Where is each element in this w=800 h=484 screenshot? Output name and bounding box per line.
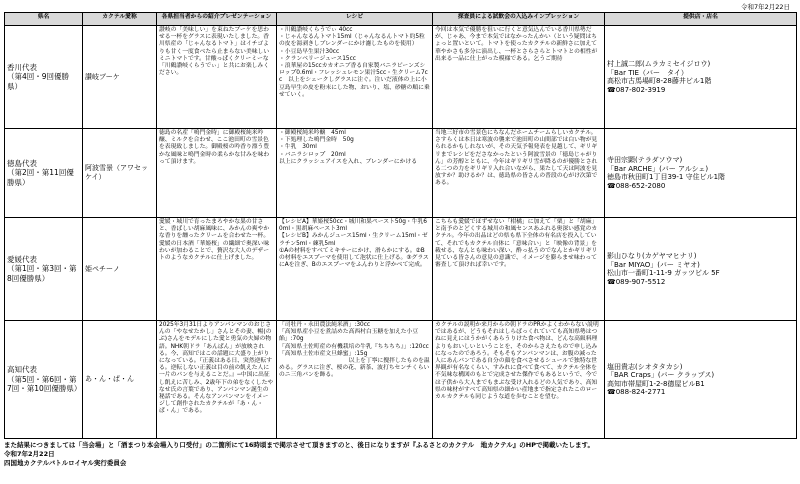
presentation-cell: 徳島の名産「鳴門金時」に御殿桜純米吟醸、ミルクを合わせ、ここ池田町の雪景色を表現致しました。御殿桜の吟香り漂う豊かな風味と鳴門金時の柔らかな甘みを味わって頂けます。 bbox=[157, 129, 277, 218]
header-cocktail: カクテル愛称 bbox=[83, 13, 157, 26]
region-cell: 徳島代表 （第2回・第11回優勝県） bbox=[5, 129, 83, 218]
header-presentation: 各県担当者からの紹介プレゼンテーション bbox=[157, 13, 277, 26]
region-cell: 愛媛代表 （第1回・第3回・第8回優勝県） bbox=[5, 218, 83, 321]
footer-note: また結果につきましては「当会場」と「酒まつり本会場入り口受付」の二箇所にて16時頃まで掲示させて頂きますのと、後日になりますが『ふるさとのカクテル 地カクテル』のHPで掲載いたします。 bbox=[4, 441, 594, 449]
shop-cell: 寺田宗顕(テラダソウマ) 「Bar ARCHE」(バー アルシェ) 徳島市秋田町1丁目39-1 守住ビル1階 ☎088-652-2080 bbox=[605, 129, 797, 218]
shop-cell: 影山ひなり(カゲヤマヒナリ) 「Bar MIYAO」(バー ミヤオ) 松山市一番町1-11-9 ガッツビル 5F ☎089-907-5512 bbox=[605, 218, 797, 321]
header-shop: 提供店・店名 bbox=[605, 13, 797, 26]
shop-cell: 村上誠二郎(ムラカミセイジロウ) 「Bar TIE（バー タイ） 高松市古馬場町8-28藤井ビル1階 ☎087-802-3919 bbox=[605, 26, 797, 129]
table-row bbox=[5, 26, 797, 129]
table-row bbox=[5, 218, 797, 321]
cocktail-cell: 阿波雪景（アワセッケイ） bbox=[83, 129, 157, 218]
header-judge: 探査員による試飲会の入込みインプレッション bbox=[433, 13, 605, 26]
table-row bbox=[5, 321, 797, 439]
judge-cell: カクテルの説明か来月からの朝ドラのPRかよくわからない説明ではあるが、どうもそれはしらばっくれていても高知県勢はつねに見えにはうかがくあらうりけた食べ物は、どんな高級料理よりもおいしいということを、そのからさえたもので申し込みになったのであろう。そもそもアンパンマンは、お腹の減った人にあんパンである自分の顔を食べさせるシュールで独特な世界観が有名なくらい、すみれに食べて食べて、カクテル全体を不気味な構図のもとで完成させた傑作でもあるというで、今では子供から大人までもまぶな受け入れるどの人気であり、高知県の味材がすべて高知県の細かい産地まで指定されたこのローカルカクテルも同じような道を歩むことを望む。 bbox=[433, 321, 605, 439]
table-header-row bbox=[5, 13, 797, 26]
presentation-cell: 讃岐の「美味しい」を束ねたブーケを思わせる一杯をグラスに表現いたしました。香川県産の「じゃんなるトマト」はイチゴよりも甘く一度食べたら止まらない美味しいミニトマトです。甘酸っぱくクリーミーな「川鶴讃岐くらうでぃ」と共にお楽しみください。 bbox=[157, 26, 277, 129]
region-cell: 高知代表 （第5回・第6回・第7回・第10回優勝県） bbox=[5, 321, 83, 439]
header-region: 県名 bbox=[5, 13, 83, 26]
shop-cell: 塩田貴志(シオタタカシ) 「BAR Craps」(バー クラップス) 高知市帯屋町1-2-8德屋ビルB1 ☎088-824-2771 bbox=[605, 321, 797, 439]
presentation-cell: 愛媛・城川で育ったまろやかな果の甘さと、香ばしい胡麻風味に、みかんの爽やかな香りを纏ったクリームを合わせた一杯。愛媛の日本酒「華姫桜」の繊細で奥深い味わいが加わることで、贅沢な大人のデザートのようなカクテルに仕上げました。 bbox=[157, 218, 277, 321]
footer-date: 令和7年2月22日 bbox=[4, 450, 55, 458]
cocktail-cell: あ・ん・ぱ・ん bbox=[83, 321, 157, 439]
judge-cell: こちらも愛媛でほずせない「柑橘」に加えて「栗」と「胡麻」と南予のとどくする城川の和風センスあふれる奥深い感覚のカクテル。今年の出品はどの県も県下全体の有名店を投入していて、それでもカクテル自体に「意味合い」と「映像の背景」を載せる、なんとも味わい深い、酔っ払うのでなんとかギリギリ見ている皆さんの意見の意識で、イメージを膨らませ味わって審査して頂ければ幸いです。 bbox=[433, 218, 605, 321]
footer bbox=[4, 441, 594, 468]
region-cell: 香川代表 （第4回・9回優勝県） bbox=[5, 26, 83, 129]
recipe-cell: 「司牡丹・永田農法純米酒」:30cc 「高知県産小豆を煮詰めた高西村白玉糖を加えた小豆餡」:70g 「高知県土佐町産の有機栽培の牛乳『ちちちち』」:120cc 「高知県土佐市産文旦蜂蜜」:15g 以上を丁寧に攪拌したものを温める。グラスに注ぎ、桜の花、新茶、波打ちセンチくらいのニ三角パンを飾る。 bbox=[277, 321, 433, 439]
header-recipe: レシピ bbox=[277, 13, 433, 26]
document-date: 令和7年2月22日 bbox=[740, 3, 790, 11]
cocktail-cell: 讃岐ブーケ bbox=[83, 26, 157, 129]
contest-table bbox=[4, 12, 797, 439]
judge-cell: 今回は本気で優勝を狙いに行くと意気込んでいる香川県勢だが、じゃあ、今まで本気ではなかったんかい（という疑問はちょっと置いといて。トマトを使ったカクテルの新鮮さに加えて華やかさも多分に演出し、一杯とさらさらとトマトとの相性が出来る一品に仕上がった模様である。乞うご期待 bbox=[433, 26, 605, 129]
recipe-cell: ・川鶴讃岐くらうでぃ 40cc ・じゃんなるんトマト15ml（じゃんなるんトマト約5粒の皮を湯剥きしブレンダーにかけ濾したものを使用） ・小豆島早生果汁30cc ・クランベリージュース15cc ・浪華屋の15ccカカオニブ香る自家製バニラビーンズシロップ0.6ml・フレッシュレモン果汁5cc・生クリーム7cc 以上をシェークしグラスに注ぐ。注いだ液体の上に小豆島早生の皮を粉末にした物、おいり、塩、砂糖の順に乗せていく。 bbox=[277, 26, 433, 129]
footer-organization: 四国地カクテルバトルロイヤル実行委員会 bbox=[4, 459, 127, 467]
recipe-cell: 【レシピA】華姫桜50cc・城川和果ペースト50g・牛乳60ml・黒胡麻ペースト3ml 【レシピB】みかんジュース15ml・生クリーム15ml・ゼラチン5ml・練乳5ml ①Aの材料をすべてミキサーにかけ、滑らかにする。②Bの材料をエスプーマを使用して泡状に仕上げる。③グラスにAを注ぎ、Bのエスプーマをふんわりと浮かべて完成。 bbox=[277, 218, 433, 321]
judge-cell: 当地三好市の雪景色にちなんだホームチームらしいカクテル。さすらくは本日は寒波の襲来で池田町の山間部では白い物が見られるかもしれないが、その天気予報発表を見越して、ギリギリまでレシピをださなかったという阿波雪景の「徳島じゃがりん」の芳醇とともに、今年はギリギリ雪が降るのが優勝とされる二つの力をギリギリ入れ合いながら、果たして天は阿波を見放すか？助けるか？は、徳島県の皆さんの普段の心がけ次第である。 bbox=[433, 129, 605, 218]
table-row bbox=[5, 129, 797, 218]
recipe-cell: ・御殿桜純米吟醸 45ml ・下処理した鳴門金時 50g ・牛乳 30ml ・バニラシロップ 20ml 以上にクラッシュアイスを入れ、ブレンダーにかける bbox=[277, 129, 433, 218]
presentation-cell: 2025年3月31日よりアンパンマンのおじさんの「やなせたかし」さんとその妻、暢(のぶ)さんをモデルにした愛と勇気の夫婦の物語。NHK朝ドラ「あんぱん」が放映される。今、高知ではこの話題に大盛り上がりになっている。『正義はある日、突然逆転する。逆転しない正義は目の前の飢えた人に一片のパンを与えることだ。』─中国に出征し飢えに苦しみ、2歳年下の弟をなくしたやなせ氏の言葉であり、アンパンマン誕生の秘話である。そんなアンパンマンをイメージして創作されたカクテルが「あ・ん・ぱ・ん」である。 bbox=[157, 321, 277, 439]
cocktail-cell: 姫ペチーノ bbox=[83, 218, 157, 321]
